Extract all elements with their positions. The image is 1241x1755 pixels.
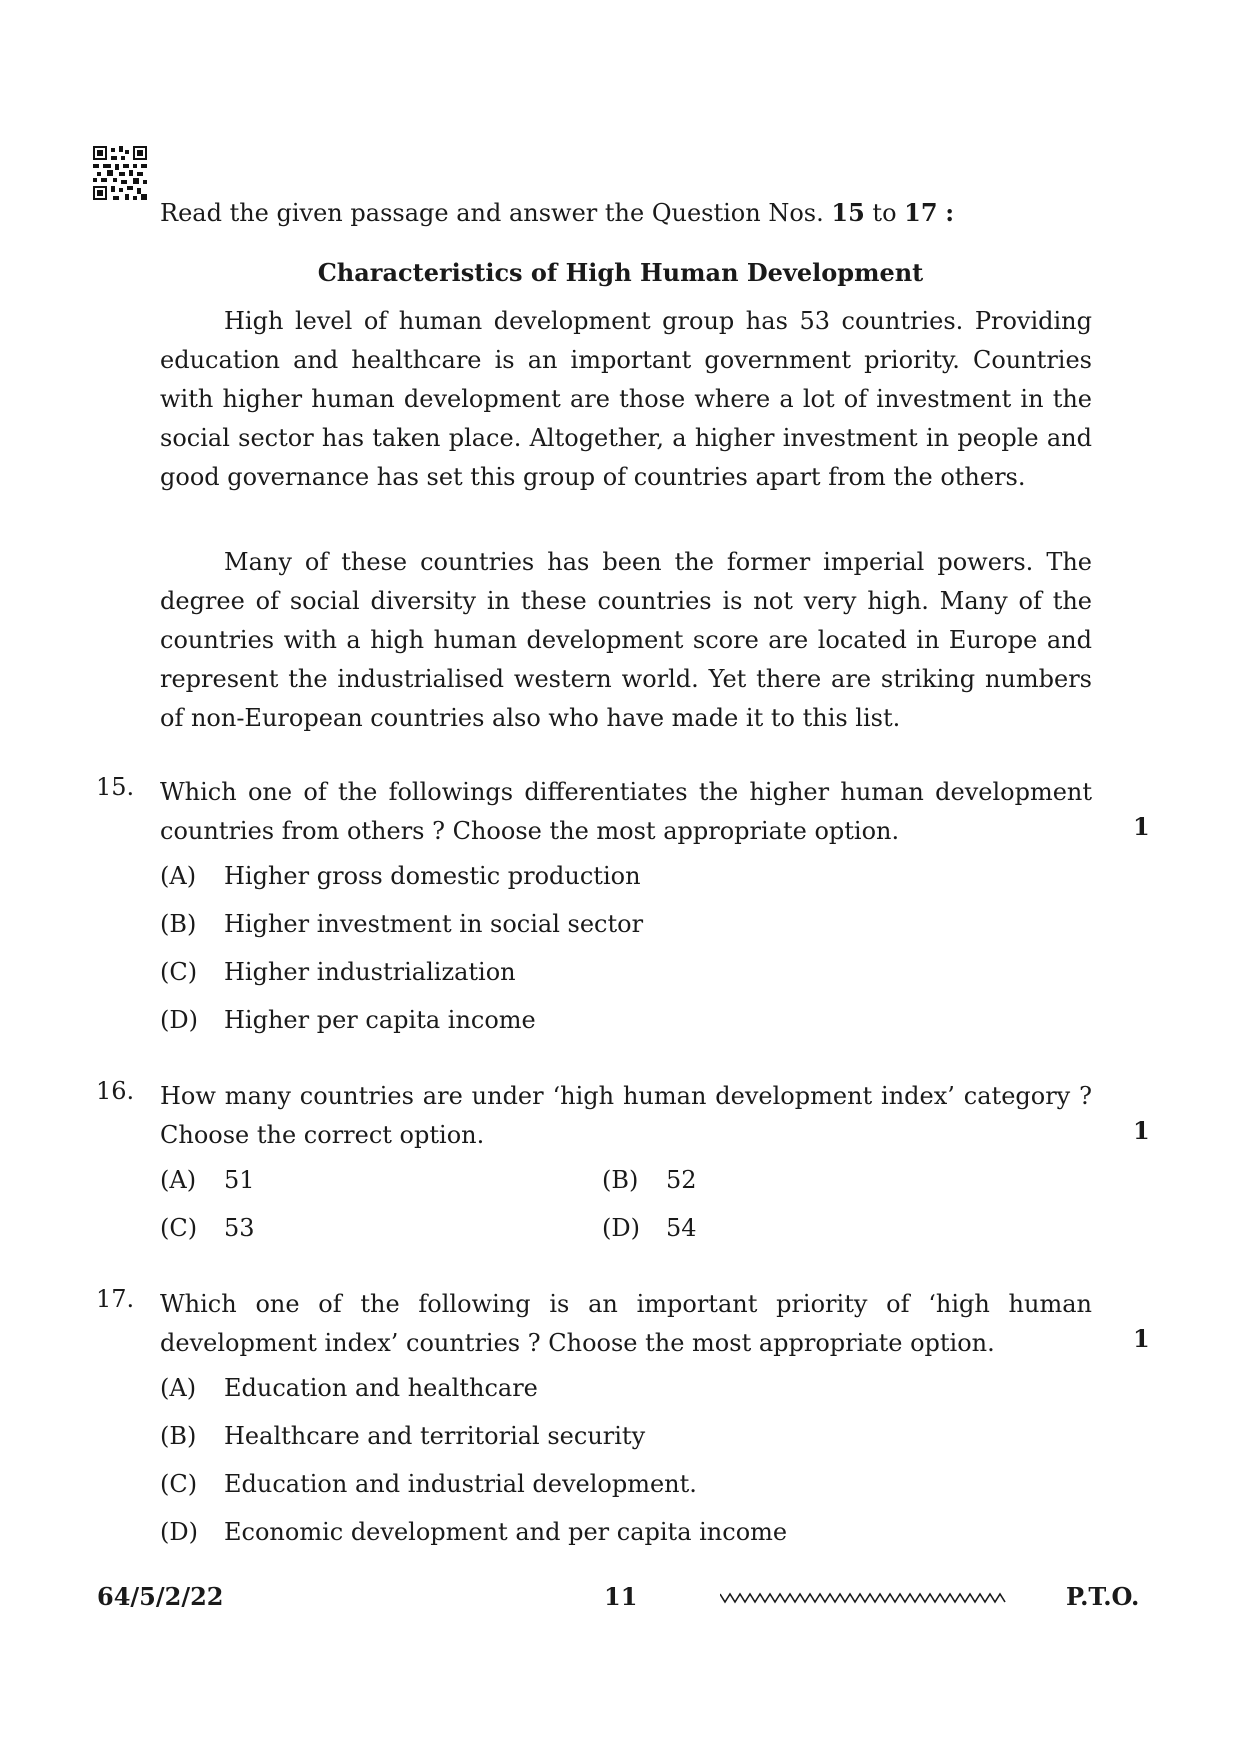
option-label: (C) <box>160 1470 198 1498</box>
option <box>160 1374 538 1402</box>
option-text: Higher investment in social sector <box>224 910 644 938</box>
option-label: (A) <box>160 1374 197 1402</box>
option-label: (D) <box>602 1214 640 1242</box>
option-label: (C) <box>160 1214 198 1242</box>
question-text: Which one of the following is an important priority of ‘high human development index’ countries ? Choose the most appropriate option. <box>160 1290 1092 1357</box>
option-text: 53 <box>224 1214 255 1242</box>
option <box>160 1214 255 1242</box>
option-text: 52 <box>666 1166 697 1194</box>
page-number: 11 <box>604 1582 638 1611</box>
option-text: Education and industrial development. <box>224 1470 697 1498</box>
question-marks: 1 <box>1133 1116 1150 1145</box>
option-label: (D) <box>160 1518 198 1546</box>
option <box>160 1518 787 1546</box>
question-marks: 1 <box>1133 812 1150 841</box>
option-label: (D) <box>160 1006 198 1034</box>
instruction-prefix: Read the given passage and answer the Question Nos. <box>160 199 824 227</box>
option <box>160 910 643 938</box>
option-text: 51 <box>224 1166 255 1194</box>
option <box>602 1166 697 1194</box>
instruction-to: 17 <box>904 198 938 227</box>
option-text: Higher industrialization <box>224 958 516 986</box>
option <box>160 862 641 890</box>
question-number: 17. <box>96 1285 135 1313</box>
passage-title: Characteristics of High Human Development <box>317 258 924 287</box>
question-number: 16. <box>96 1077 135 1105</box>
option-text: Healthcare and territorial security <box>224 1422 646 1450</box>
question-text: How many countries are under ‘high human development index’ category ? Choose the correct option. <box>160 1082 1092 1149</box>
passage-instruction <box>160 198 954 227</box>
option <box>160 1470 697 1498</box>
option <box>160 1422 645 1450</box>
option-text: 54 <box>666 1214 697 1242</box>
option-text: Education and healthcare <box>224 1374 538 1402</box>
option-text: Higher per capita income <box>224 1006 536 1034</box>
option-label: (A) <box>160 862 197 890</box>
question-text: Which one of the followings differentiates the higher human development countries from others ? Choose the most appropriate option. <box>160 778 1092 845</box>
instruction-from: 15 <box>831 198 865 227</box>
option-text: Economic development and per capita income <box>224 1518 788 1546</box>
option-text: Higher gross domestic production <box>224 862 641 890</box>
instruction-suffix: : <box>945 198 955 227</box>
wavy-line-icon <box>720 1590 1010 1606</box>
question-marks: 1 <box>1133 1324 1150 1353</box>
option-label: (B) <box>160 1422 197 1450</box>
passage-paragraph: High level of human development group has 53 countries. Providing education and healthcare is an important government priority. Countries with higher human development are those where a lot of investment in the social sector has taken place. Altogether, a higher investment in people and good governance has set this group of countries apart from the others. <box>160 307 1092 491</box>
pto-label: P.T.O. <box>1066 1582 1140 1611</box>
option <box>602 1214 697 1242</box>
option <box>160 958 516 986</box>
passage-paragraph: Many of these countries has been the former imperial powers. The degree of social diversity in these countries is not very high. Many of the countries with a high human development score are located in Europe and represent the industrialised western world. Yet there are striking numbers of non-European countries also who have made it to this list. <box>160 548 1092 732</box>
instruction-mid: to <box>872 199 897 227</box>
qr-code-icon <box>93 146 147 200</box>
option <box>160 1166 255 1194</box>
option <box>160 1006 536 1034</box>
option-label: (B) <box>602 1166 639 1194</box>
option-label: (B) <box>160 910 197 938</box>
paper-code: 64/5/2/22 <box>97 1582 224 1611</box>
question-number: 15. <box>96 773 135 801</box>
option-label: (A) <box>160 1166 197 1194</box>
option-label: (C) <box>160 958 198 986</box>
